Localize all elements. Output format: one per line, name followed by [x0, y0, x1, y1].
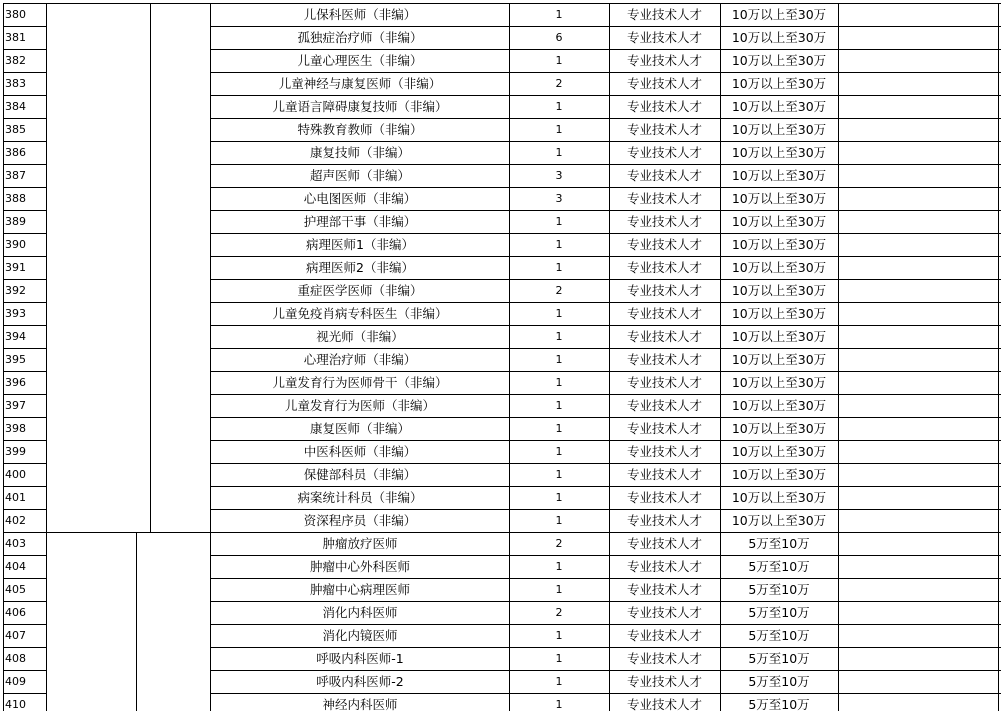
- headcount-cell: 1: [555, 54, 563, 67]
- headcount-cell: 1: [555, 629, 563, 642]
- salary-cell: 10万以上至30万: [731, 76, 827, 91]
- talent-type-cell: 专业技术人才: [626, 191, 702, 206]
- row-number-cell: 399: [5, 445, 26, 458]
- talent-type-cell: 专业技术人才: [626, 7, 702, 22]
- headcount-cell: 1: [555, 422, 563, 435]
- headcount-cell: 3: [555, 192, 563, 205]
- talent-type-cell: 专业技术人才: [626, 260, 702, 275]
- row-number-cell: 402: [5, 514, 26, 527]
- row-number-cell: 380: [5, 8, 26, 21]
- row-number-cell: 385: [5, 123, 26, 136]
- position-cell: 病案统计科员（非编）: [297, 490, 423, 505]
- row-number-cell: 403: [5, 537, 26, 550]
- talent-type-cell: 专业技术人才: [626, 30, 702, 45]
- position-cell: 心电图医师（非编）: [303, 191, 417, 206]
- salary-cell: 5万至10万: [748, 674, 810, 689]
- row-number-cell: 397: [5, 399, 26, 412]
- salary-cell: 5万至10万: [748, 536, 810, 551]
- salary-cell: 5万至10万: [748, 605, 810, 620]
- position-cell: 孤独症治疗师（非编）: [297, 30, 423, 45]
- headcount-cell: 2: [555, 284, 563, 297]
- talent-type-cell: 专业技术人才: [626, 444, 702, 459]
- position-cell: 儿童发育行为医师（非编）: [284, 398, 435, 413]
- talent-type-cell: 专业技术人才: [626, 76, 702, 91]
- row-number-cell: 382: [5, 54, 26, 67]
- talent-type-cell: 专业技术人才: [626, 306, 702, 321]
- headcount-cell: 3: [555, 169, 563, 182]
- talent-type-cell: 专业技术人才: [626, 582, 702, 597]
- salary-cell: 10万以上至30万: [731, 145, 827, 160]
- salary-cell: 10万以上至30万: [731, 306, 827, 321]
- salary-cell: 10万以上至30万: [731, 260, 827, 275]
- salary-cell: 5万至10万: [748, 559, 810, 574]
- position-cell: 心理治疗师（非编）: [303, 352, 417, 367]
- headcount-cell: 6: [555, 31, 563, 44]
- headcount-cell: 1: [555, 215, 563, 228]
- position-cell: 资深程序员（非编）: [303, 513, 417, 528]
- headcount-cell: 1: [555, 8, 563, 21]
- talent-type-cell: 专业技术人才: [626, 559, 702, 574]
- salary-cell: 10万以上至30万: [731, 53, 827, 68]
- row-number-cell: 390: [5, 238, 26, 251]
- headcount-cell: 1: [555, 146, 563, 159]
- headcount-cell: 2: [555, 606, 563, 619]
- headcount-cell: 2: [555, 77, 563, 90]
- salary-cell: 10万以上至30万: [731, 30, 827, 45]
- salary-cell: 5万至10万: [748, 651, 810, 666]
- talent-type-cell: 专业技术人才: [626, 214, 702, 229]
- position-cell: 消化内科医师: [322, 605, 398, 620]
- talent-type-cell: 专业技术人才: [626, 237, 702, 252]
- row-number-cell: 389: [5, 215, 26, 228]
- salary-cell: 10万以上至30万: [731, 7, 827, 22]
- talent-type-cell: 专业技术人才: [626, 651, 702, 666]
- position-cell: 消化内镜医师: [322, 628, 398, 643]
- row-number-cell: 387: [5, 169, 26, 182]
- headcount-cell: 1: [555, 468, 563, 481]
- position-cell: 康复医师（非编）: [309, 421, 410, 436]
- headcount-cell: 1: [555, 445, 563, 458]
- position-cell: 儿童免疫肖病专科医生（非编）: [272, 306, 448, 321]
- talent-type-cell: 专业技术人才: [626, 168, 702, 183]
- salary-cell: 10万以上至30万: [731, 237, 827, 252]
- talent-type-cell: 专业技术人才: [626, 329, 702, 344]
- position-cell: 肿瘤中心病理医师: [309, 582, 410, 597]
- talent-type-cell: 专业技术人才: [626, 421, 702, 436]
- salary-cell: 10万以上至30万: [731, 329, 827, 344]
- row-number-cell: 384: [5, 100, 26, 113]
- talent-type-cell: 专业技术人才: [626, 536, 702, 551]
- grid-line: [46, 3, 47, 711]
- salary-cell: 10万以上至30万: [731, 467, 827, 482]
- row-number-cell: 395: [5, 353, 26, 366]
- position-cell: 特殊教育教师（非编）: [297, 122, 423, 137]
- talent-type-cell: 专业技术人才: [626, 605, 702, 620]
- salary-cell: 10万以上至30万: [731, 421, 827, 436]
- salary-cell: 5万至10万: [748, 628, 810, 643]
- headcount-cell: 1: [555, 123, 563, 136]
- talent-type-cell: 专业技术人才: [626, 398, 702, 413]
- headcount-cell: 1: [555, 675, 563, 688]
- row-number-cell: 388: [5, 192, 26, 205]
- position-cell: 康复技师（非编）: [309, 145, 410, 160]
- talent-type-cell: 专业技术人才: [626, 53, 702, 68]
- row-number-cell: 391: [5, 261, 26, 274]
- headcount-cell: 1: [555, 560, 563, 573]
- salary-cell: 10万以上至30万: [731, 214, 827, 229]
- grid-line: [150, 3, 151, 532]
- headcount-cell: 1: [555, 491, 563, 504]
- talent-type-cell: 专业技术人才: [626, 513, 702, 528]
- headcount-cell: 1: [555, 307, 563, 320]
- position-cell: 保健部科员（非编）: [303, 467, 417, 482]
- position-cell: 儿童心理医生（非编）: [297, 53, 423, 68]
- salary-cell: 10万以上至30万: [731, 352, 827, 367]
- row-number-cell: 383: [5, 77, 26, 90]
- talent-type-cell: 专业技术人才: [626, 490, 702, 505]
- row-number-cell: 392: [5, 284, 26, 297]
- row-number-cell: 398: [5, 422, 26, 435]
- grid-line: [136, 532, 137, 711]
- row-number-cell: 393: [5, 307, 26, 320]
- position-cell: 呼吸内科医师-2: [316, 674, 404, 689]
- headcount-cell: 2: [555, 537, 563, 550]
- position-cell: 儿童发育行为医师骨干（非编）: [272, 375, 448, 390]
- headcount-cell: 1: [555, 698, 563, 711]
- salary-cell: 10万以上至30万: [731, 191, 827, 206]
- row-number-cell: 386: [5, 146, 26, 159]
- position-cell: 儿保科医师（非编）: [303, 7, 417, 22]
- row-number-cell: 381: [5, 31, 26, 44]
- headcount-cell: 1: [555, 399, 563, 412]
- talent-type-cell: 专业技术人才: [626, 145, 702, 160]
- salary-cell: 10万以上至30万: [731, 99, 827, 114]
- position-cell: 中医科医师（非编）: [303, 444, 417, 459]
- salary-cell: 10万以上至30万: [731, 375, 827, 390]
- row-number-cell: 394: [5, 330, 26, 343]
- row-number-cell: 404: [5, 560, 26, 573]
- row-number-cell: 396: [5, 376, 26, 389]
- headcount-cell: 1: [555, 583, 563, 596]
- headcount-cell: 1: [555, 652, 563, 665]
- position-cell: 肿瘤中心外科医师: [309, 559, 410, 574]
- salary-cell: 5万至10万: [748, 697, 810, 712]
- talent-type-cell: 专业技术人才: [626, 283, 702, 298]
- headcount-cell: 1: [555, 330, 563, 343]
- grid-line: [838, 3, 839, 711]
- position-cell: 儿童语言障碍康复技师（非编）: [272, 99, 448, 114]
- row-number-cell: 400: [5, 468, 26, 481]
- row-number-cell: 407: [5, 629, 26, 642]
- salary-cell: 5万至10万: [748, 582, 810, 597]
- headcount-cell: 1: [555, 376, 563, 389]
- position-cell: 超声医师（非编）: [309, 168, 410, 183]
- talent-type-cell: 专业技术人才: [626, 674, 702, 689]
- salary-cell: 10万以上至30万: [731, 168, 827, 183]
- position-cell: 重症医学医师（非编）: [297, 283, 423, 298]
- position-cell: 病理医师1（非编）: [306, 237, 414, 252]
- talent-type-cell: 专业技术人才: [626, 628, 702, 643]
- salary-cell: 10万以上至30万: [731, 444, 827, 459]
- row-number-cell: 408: [5, 652, 26, 665]
- talent-type-cell: 专业技术人才: [626, 467, 702, 482]
- position-cell: 神经内科医师: [322, 697, 398, 712]
- position-cell: 肿瘤放疗医师: [322, 536, 398, 551]
- position-cell: 病理医师2（非编）: [306, 260, 414, 275]
- salary-cell: 10万以上至30万: [731, 283, 827, 298]
- row-number-cell: 401: [5, 491, 26, 504]
- talent-type-cell: 专业技术人才: [626, 375, 702, 390]
- salary-cell: 10万以上至30万: [731, 122, 827, 137]
- row-number-cell: 406: [5, 606, 26, 619]
- row-number-cell: 410: [5, 698, 26, 711]
- row-number-cell: 405: [5, 583, 26, 596]
- grid-line: [998, 3, 999, 711]
- headcount-cell: 1: [555, 353, 563, 366]
- grid-line: [3, 3, 4, 711]
- salary-cell: 10万以上至30万: [731, 513, 827, 528]
- talent-type-cell: 专业技术人才: [626, 99, 702, 114]
- position-cell: 呼吸内科医师-1: [316, 651, 404, 666]
- headcount-cell: 1: [555, 238, 563, 251]
- talent-type-cell: 专业技术人才: [626, 352, 702, 367]
- talent-type-cell: 专业技术人才: [626, 122, 702, 137]
- position-cell: 视光师（非编）: [316, 329, 404, 344]
- salary-cell: 10万以上至30万: [731, 398, 827, 413]
- headcount-cell: 1: [555, 261, 563, 274]
- position-cell: 儿童神经与康复医师（非编）: [278, 76, 442, 91]
- salary-cell: 10万以上至30万: [731, 490, 827, 505]
- headcount-cell: 1: [555, 514, 563, 527]
- headcount-cell: 1: [555, 100, 563, 113]
- row-number-cell: 409: [5, 675, 26, 688]
- talent-type-cell: 专业技术人才: [626, 697, 702, 712]
- position-cell: 护理部干事（非编）: [303, 214, 417, 229]
